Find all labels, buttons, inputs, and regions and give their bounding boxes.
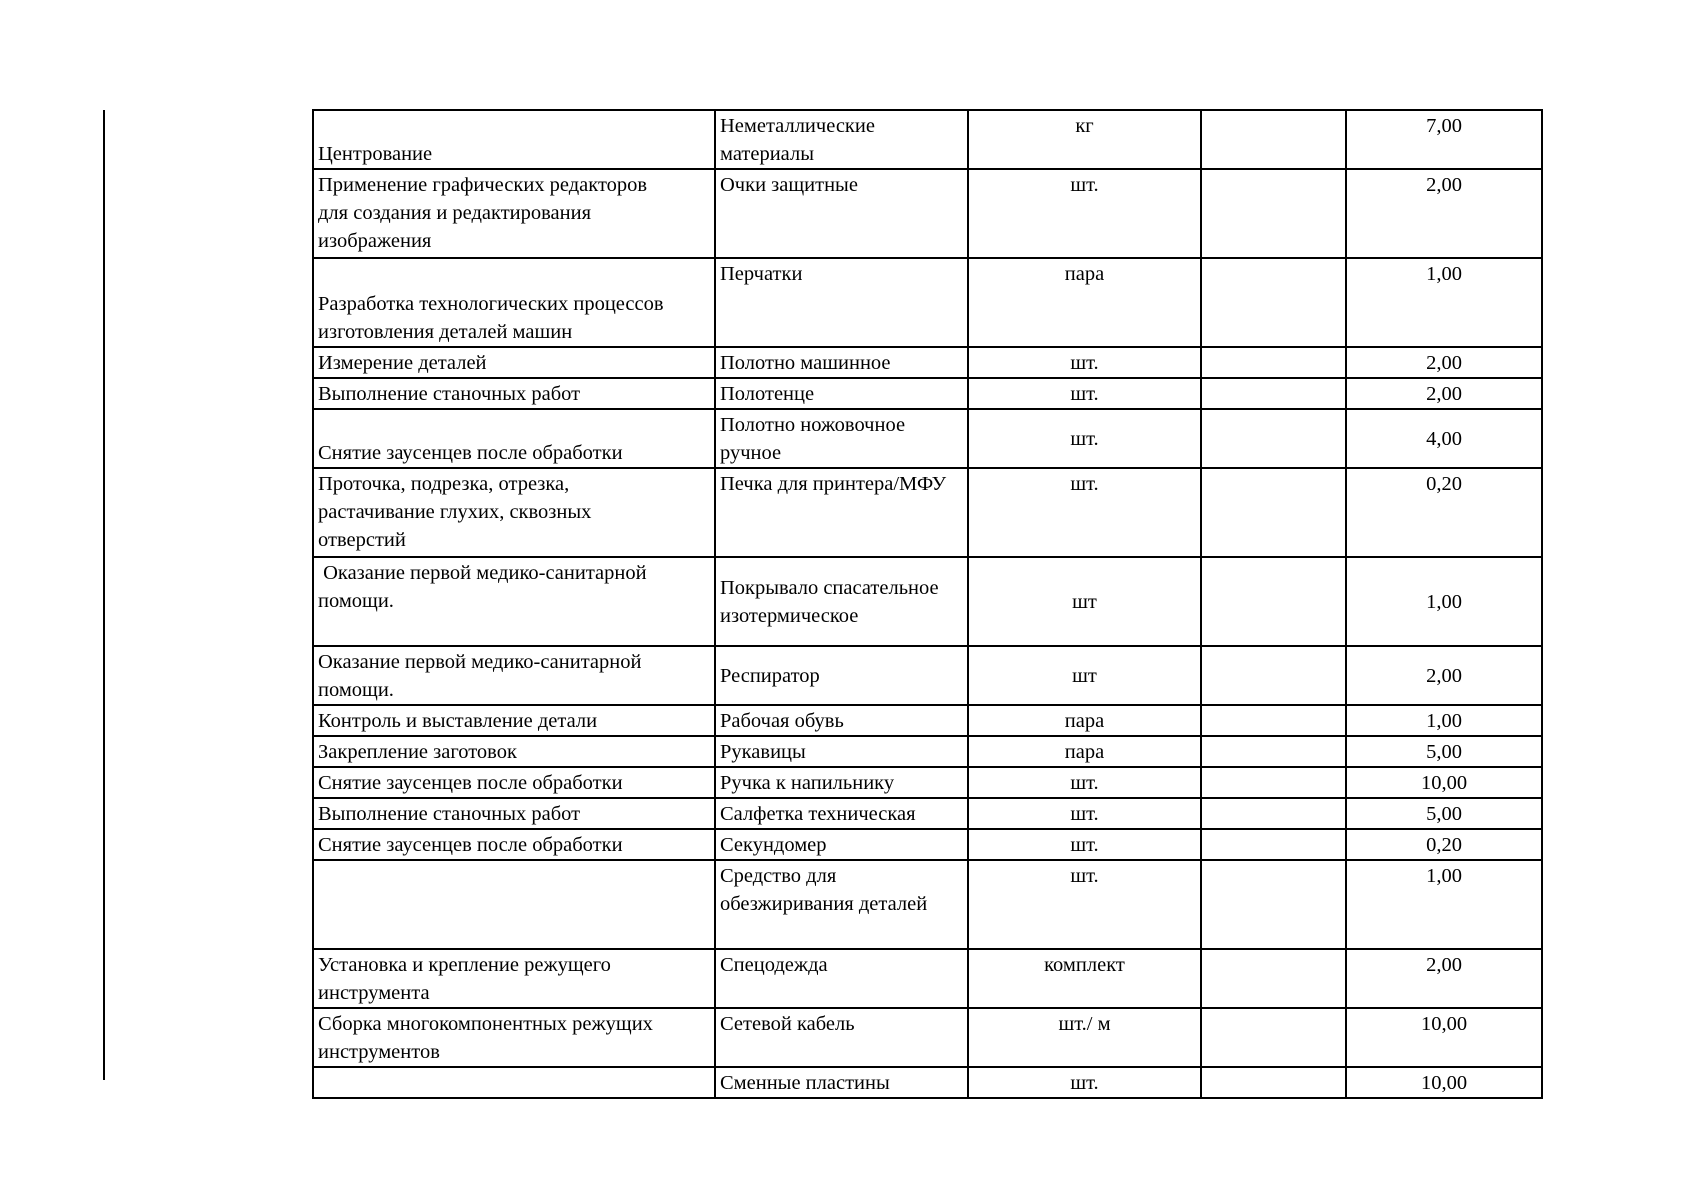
work-text: Разработка технологических процессов bbox=[318, 293, 664, 315]
empty-cell bbox=[1201, 646, 1346, 705]
item-cell bbox=[715, 798, 968, 829]
item-text: Покрывало спасательное bbox=[720, 577, 939, 599]
item-text: изотермическое bbox=[720, 605, 859, 627]
unit-cell: пара bbox=[968, 705, 1201, 736]
quantity-cell: 7,00 bbox=[1346, 110, 1542, 169]
work-cell bbox=[313, 705, 715, 736]
work-cell bbox=[313, 378, 715, 409]
item-cell bbox=[715, 258, 968, 347]
item-text: Неметаллические bbox=[720, 115, 875, 137]
item-text: ручное bbox=[720, 442, 782, 464]
work-text: изготовления деталей машин bbox=[318, 321, 573, 343]
empty-cell bbox=[1201, 347, 1346, 378]
item-cell bbox=[715, 860, 968, 949]
work-text: Снятие заусенцев после обработки bbox=[318, 834, 623, 856]
work-cell bbox=[313, 110, 715, 169]
table-row bbox=[313, 557, 1542, 646]
empty-cell bbox=[1201, 829, 1346, 860]
item-cell bbox=[715, 736, 968, 767]
item-cell bbox=[715, 646, 968, 705]
quantity-cell: 2,00 bbox=[1346, 378, 1542, 409]
work-cell bbox=[313, 1008, 715, 1067]
item-text: Салфетка техническая bbox=[720, 803, 916, 825]
unit-cell: пара bbox=[968, 258, 1201, 347]
item-cell bbox=[715, 1067, 968, 1098]
unit-cell: шт bbox=[968, 557, 1201, 646]
work-text: помощи. bbox=[318, 590, 394, 612]
work-text: помощи. bbox=[318, 679, 394, 701]
item-text: Перчатки bbox=[720, 263, 803, 285]
quantity-cell: 2,00 bbox=[1346, 169, 1542, 258]
work-cell bbox=[313, 949, 715, 1008]
quantity-cell: 1,00 bbox=[1346, 557, 1542, 646]
table-row bbox=[313, 860, 1542, 949]
unit-cell: шт. bbox=[968, 860, 1201, 949]
table-row bbox=[313, 347, 1542, 378]
work-cell bbox=[313, 798, 715, 829]
item-text: Рукавицы bbox=[720, 741, 806, 763]
work-text: Центрование bbox=[318, 143, 433, 165]
work-cell bbox=[313, 829, 715, 860]
equipment-table bbox=[312, 109, 1543, 1099]
work-cell bbox=[313, 767, 715, 798]
work-text: инструментов bbox=[318, 1041, 440, 1063]
work-text: Снятие заусенцев после обработки bbox=[318, 772, 623, 794]
work-text: Проточка, подрезка, отрезка, bbox=[318, 473, 570, 495]
work-text: отверстий bbox=[318, 529, 406, 551]
item-cell bbox=[715, 110, 968, 169]
item-cell bbox=[715, 347, 968, 378]
item-cell bbox=[715, 949, 968, 1008]
unit-cell: шт bbox=[968, 646, 1201, 705]
unit-cell: комплект bbox=[968, 949, 1201, 1008]
unit-cell: шт. bbox=[968, 1067, 1201, 1098]
quantity-cell: 2,00 bbox=[1346, 347, 1542, 378]
item-text: Полотно ножовочное bbox=[720, 414, 906, 436]
item-text: материалы bbox=[720, 143, 814, 165]
table-row bbox=[313, 949, 1542, 1008]
work-text: Установка и крепление режущего bbox=[318, 954, 611, 976]
work-cell bbox=[313, 557, 715, 646]
empty-cell bbox=[1201, 860, 1346, 949]
table-row bbox=[313, 1067, 1542, 1098]
quantity-cell: 1,00 bbox=[1346, 705, 1542, 736]
empty-cell bbox=[1201, 110, 1346, 169]
item-cell bbox=[715, 1008, 968, 1067]
work-text: Оказание первой медико-санитарной bbox=[318, 651, 642, 673]
work-text: Снятие заусенцев после обработки bbox=[318, 442, 623, 464]
item-text: Очки защитные bbox=[720, 174, 858, 196]
empty-cell bbox=[1201, 705, 1346, 736]
work-text: Сборка многокомпонентных режущих bbox=[318, 1013, 653, 1035]
unit-cell: шт. bbox=[968, 829, 1201, 860]
item-text: Печка для принтера/МФУ bbox=[720, 473, 947, 495]
table-row bbox=[313, 409, 1542, 468]
empty-cell bbox=[1201, 409, 1346, 468]
unit-cell: шт. bbox=[968, 169, 1201, 258]
quantity-cell: 5,00 bbox=[1346, 798, 1542, 829]
work-cell bbox=[313, 169, 715, 258]
empty-cell bbox=[1201, 468, 1346, 557]
unit-cell: шт. bbox=[968, 378, 1201, 409]
item-text: обезжиривания деталей bbox=[720, 893, 928, 915]
work-cell bbox=[313, 409, 715, 468]
item-cell bbox=[715, 468, 968, 557]
page-margin-line bbox=[103, 110, 105, 1080]
work-text: для создания и редактирования bbox=[318, 202, 592, 224]
empty-cell bbox=[1201, 557, 1346, 646]
work-cell bbox=[313, 258, 715, 347]
table-row bbox=[313, 468, 1542, 557]
item-text: Спецодежда bbox=[720, 954, 828, 976]
unit-cell: шт. bbox=[968, 798, 1201, 829]
work-cell bbox=[313, 1067, 715, 1098]
unit-cell: шт. bbox=[968, 767, 1201, 798]
table-row bbox=[313, 258, 1542, 347]
quantity-cell: 1,00 bbox=[1346, 860, 1542, 949]
table-row bbox=[313, 829, 1542, 860]
work-text: Контроль и выставление детали bbox=[318, 710, 598, 732]
item-text: Сетевой кабель bbox=[720, 1013, 855, 1035]
quantity-cell: 10,00 bbox=[1346, 1008, 1542, 1067]
item-cell bbox=[715, 409, 968, 468]
table-row bbox=[313, 798, 1542, 829]
unit-cell: шт. bbox=[968, 409, 1201, 468]
item-text: Полотно машинное bbox=[720, 352, 891, 374]
work-text: Оказание первой медико-санитарной bbox=[318, 562, 647, 584]
work-cell bbox=[313, 736, 715, 767]
item-text: Рабочая обувь bbox=[720, 710, 844, 732]
table-row bbox=[313, 736, 1542, 767]
work-text: Выполнение станочных работ bbox=[318, 383, 581, 405]
empty-cell bbox=[1201, 767, 1346, 798]
work-text: инструмента bbox=[318, 982, 430, 1004]
item-cell bbox=[715, 169, 968, 258]
item-text: Ручка к напильнику bbox=[720, 772, 895, 794]
quantity-cell: 2,00 bbox=[1346, 646, 1542, 705]
unit-cell: пара bbox=[968, 736, 1201, 767]
unit-cell: шт. bbox=[968, 468, 1201, 557]
table-row bbox=[313, 378, 1542, 409]
work-text: Закрепление заготовок bbox=[318, 741, 517, 763]
item-text: Сменные пластины bbox=[720, 1072, 890, 1094]
work-cell bbox=[313, 646, 715, 705]
empty-cell bbox=[1201, 169, 1346, 258]
table-row bbox=[313, 110, 1542, 169]
empty-cell bbox=[1201, 1008, 1346, 1067]
work-cell bbox=[313, 468, 715, 557]
quantity-cell: 0,20 bbox=[1346, 829, 1542, 860]
quantity-cell: 2,00 bbox=[1346, 949, 1542, 1008]
unit-cell: кг bbox=[968, 110, 1201, 169]
item-text: Полотенце bbox=[720, 383, 815, 405]
quantity-cell: 5,00 bbox=[1346, 736, 1542, 767]
work-text: Измерение деталей bbox=[318, 352, 487, 374]
quantity-cell: 0,20 bbox=[1346, 468, 1542, 557]
empty-cell bbox=[1201, 258, 1346, 347]
empty-cell bbox=[1201, 798, 1346, 829]
table-row bbox=[313, 1008, 1542, 1067]
item-cell bbox=[715, 705, 968, 736]
empty-cell bbox=[1201, 378, 1346, 409]
table-row bbox=[313, 767, 1542, 798]
item-text: Респиратор bbox=[720, 665, 820, 687]
empty-cell bbox=[1201, 1067, 1346, 1098]
empty-cell bbox=[1201, 949, 1346, 1008]
empty-cell bbox=[1201, 736, 1346, 767]
item-cell bbox=[715, 829, 968, 860]
item-cell bbox=[715, 767, 968, 798]
work-text: Применение графических редакторов bbox=[318, 174, 648, 196]
table-row bbox=[313, 169, 1542, 258]
item-text: Секундомер bbox=[720, 834, 827, 856]
item-text: Средство для bbox=[720, 865, 837, 887]
table-row bbox=[313, 705, 1542, 736]
quantity-cell: 4,00 bbox=[1346, 409, 1542, 468]
unit-cell: шт./ м bbox=[968, 1008, 1201, 1067]
quantity-cell: 10,00 bbox=[1346, 1067, 1542, 1098]
item-cell bbox=[715, 557, 968, 646]
table-row bbox=[313, 646, 1542, 705]
item-cell bbox=[715, 378, 968, 409]
unit-cell: шт. bbox=[968, 347, 1201, 378]
work-cell bbox=[313, 860, 715, 949]
quantity-cell: 10,00 bbox=[1346, 767, 1542, 798]
work-cell bbox=[313, 347, 715, 378]
work-text: растачивание глухих, сквозных bbox=[318, 501, 592, 523]
quantity-cell: 1,00 bbox=[1346, 258, 1542, 347]
work-text: изображения bbox=[318, 230, 432, 252]
work-text: Выполнение станочных работ bbox=[318, 803, 581, 825]
